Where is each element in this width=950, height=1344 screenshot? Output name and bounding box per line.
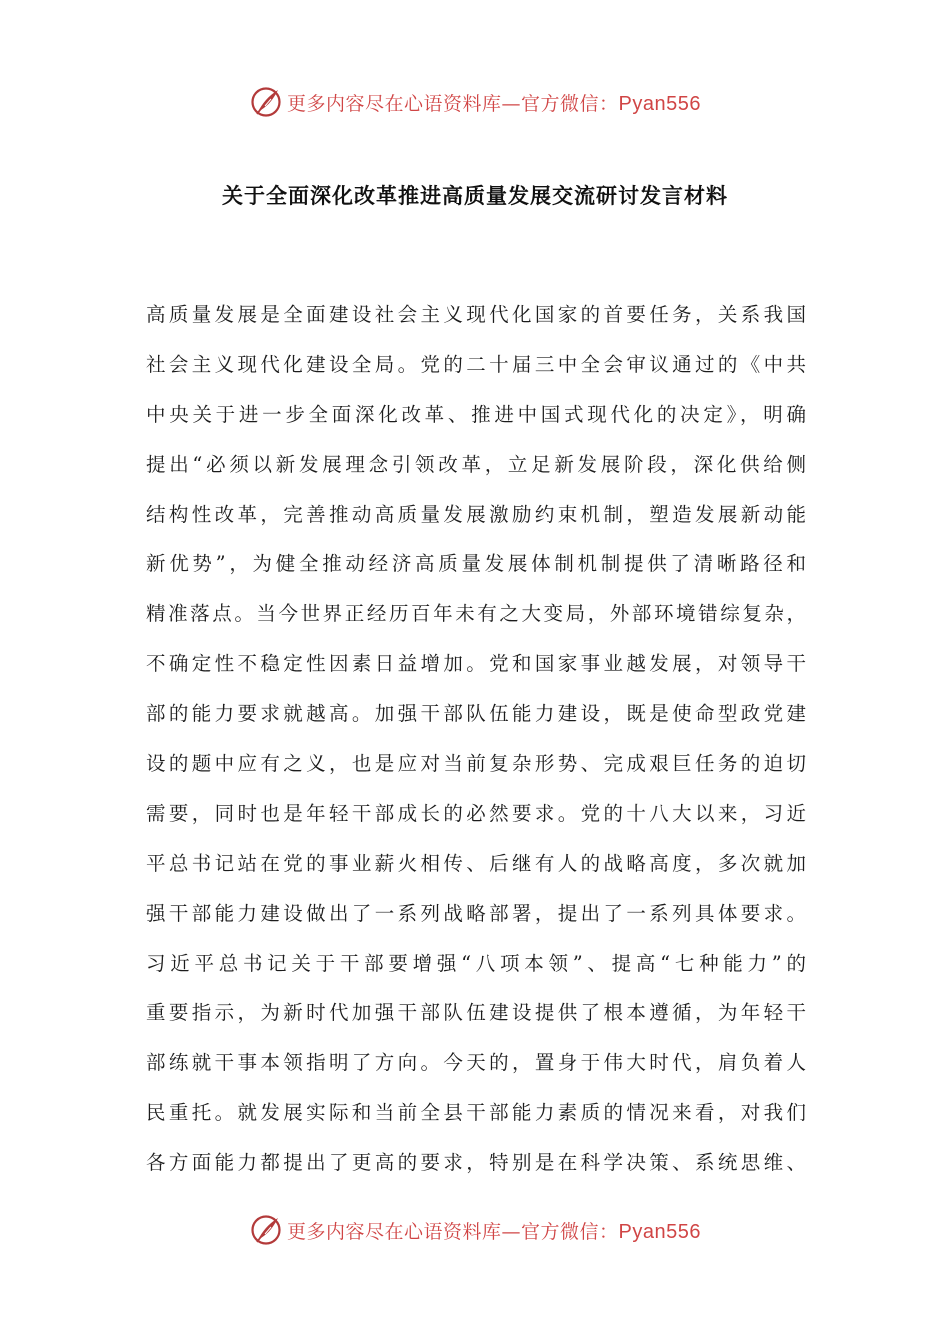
body-line: 新优势”，为健全推动经济高质量发展体制机制提供了清晰路径和 xyxy=(146,552,806,576)
banner-slogan: 更多内容尽在心语资料库—官方微信： xyxy=(287,1220,619,1243)
body-line: 部练就干事本领指明了方向。今天的，置身于伟大时代，肩负着人 xyxy=(146,1051,806,1075)
body-line: 高质量发展是全面建设社会主义现代化国家的首要任务，关系我国 xyxy=(146,303,806,326)
banner-text xyxy=(287,89,701,116)
feather-quill-logo-icon xyxy=(249,1213,283,1247)
banner-text xyxy=(287,1217,701,1244)
body-line: 社会主义现代化建设全局。党的二十届三中全会审议通过的《中共 xyxy=(146,352,806,376)
wechat-id: Pyan556 xyxy=(618,92,701,115)
body-line: 强干部能力建设做出了一系列战略部署，提出了一系列具体要求。 xyxy=(146,901,806,925)
body-line: 中央关于进一步全面深化改革、推进中国式现代化的决定》，明确 xyxy=(146,402,806,426)
feather-quill-logo-icon xyxy=(249,85,283,119)
body-line: 精准落点。当今世界正经历百年未有之大变局，外部环境错综复杂， xyxy=(146,602,806,626)
wechat-id: Pyan556 xyxy=(618,1220,701,1243)
body-line: 习近平总书记关于干部要增强“八项本领”、提高“七种能力”的 xyxy=(146,951,806,975)
header-banner xyxy=(0,80,950,124)
document-title: 关于全面深化改革推进高质量发展交流研讨发言材料 xyxy=(222,183,728,208)
body-line: 部的能力要求就越高。加强干部队伍能力建设，既是使命型政党建 xyxy=(146,702,806,726)
body-line: 各方面能力都提出了更高的要求，特别是在科学决策、系统思维、 xyxy=(146,1151,806,1175)
body-line: 结构性改革，完善推动高质量发展激励约束机制，塑造发展新动能 xyxy=(146,502,806,526)
body-line: 平总书记站在党的事业薪火相传、后继有人的战略高度，多次就加 xyxy=(146,851,806,875)
body-line: 需要，同时也是年轻干部成长的必然要求。党的十八大以来，习近 xyxy=(146,801,806,825)
footer-banner xyxy=(0,1208,950,1252)
body-line: 提出“必须以新发展理念引领改革，立足新发展阶段，深化供给侧 xyxy=(146,452,806,476)
banner-slogan: 更多内容尽在心语资料库—官方微信： xyxy=(287,92,619,115)
body-line: 民重托。就发展实际和当前全县干部能力素质的情况来看，对我们 xyxy=(146,1101,806,1125)
body-line: 重要指示，为新时代加强干部队伍建设提供了根本遵循，为年轻干 xyxy=(146,1001,806,1025)
body-line: 不确定性不稳定性因素日益增加。党和国家事业越发展，对领导干 xyxy=(146,652,806,676)
body-line: 设的题中应有之义，也是应对当前复杂形势、完成艰巨任务的迫切 xyxy=(146,752,806,776)
document-body xyxy=(146,290,806,1188)
